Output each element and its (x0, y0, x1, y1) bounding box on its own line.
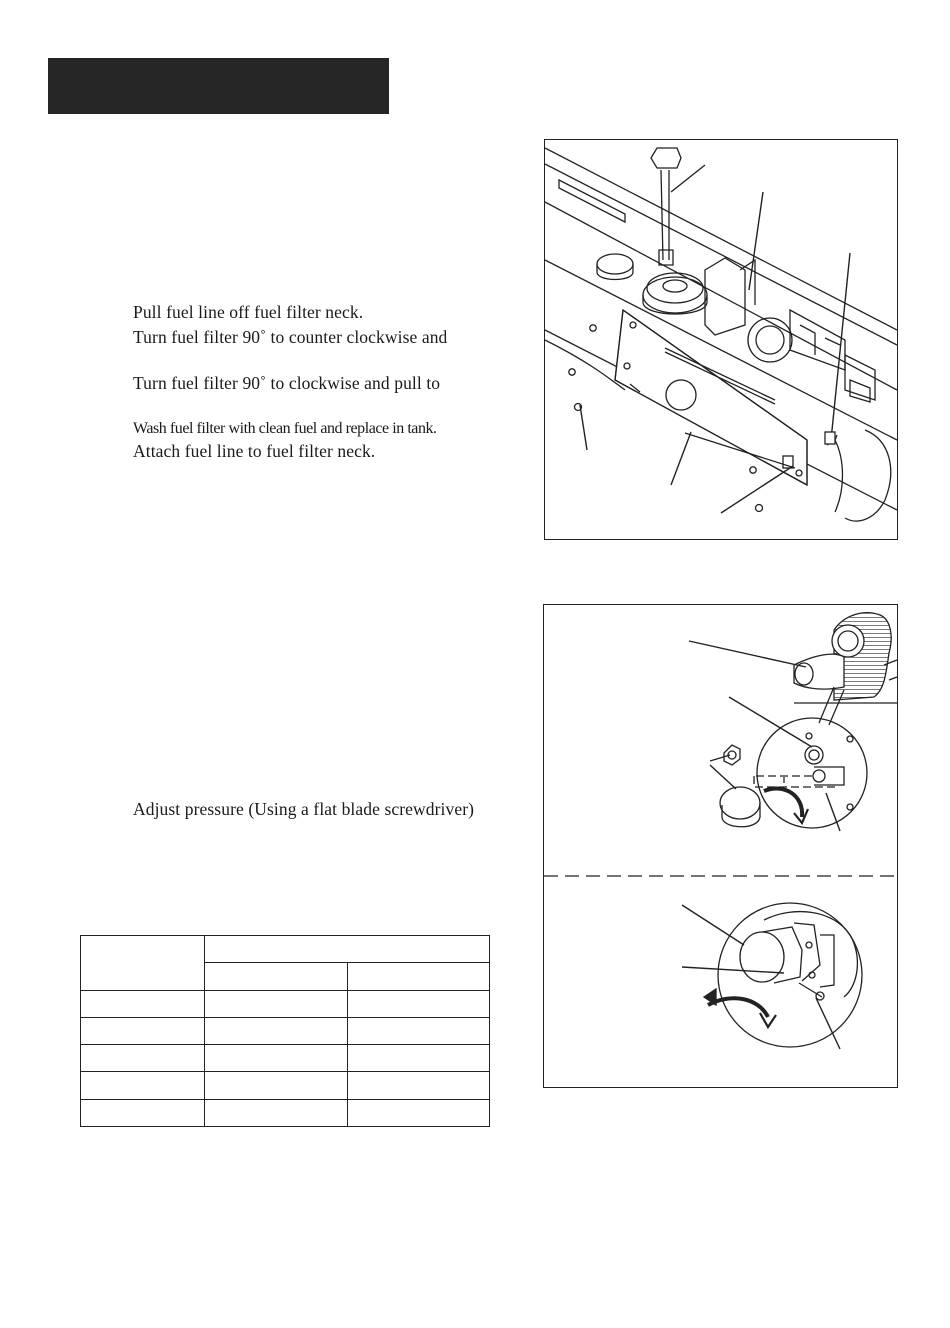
pressure-table (80, 935, 490, 1127)
filter-step-5: Attach fuel line to fuel filter neck. (133, 441, 376, 461)
table-cell (205, 990, 348, 1017)
pump-gauge-illustration (544, 605, 897, 1087)
table-cell (205, 1045, 348, 1072)
table-row (81, 1099, 490, 1126)
table-cell (81, 990, 205, 1017)
table-row (81, 1072, 490, 1099)
table-row (81, 936, 490, 963)
pressure-step-1: Adjust pressure (Using a flat blade screwdriver) (133, 799, 475, 819)
table-row (81, 990, 490, 1017)
pump-pressure-adjustment-figure (543, 604, 898, 1088)
table-cell (81, 1099, 205, 1126)
table-cell (205, 1017, 348, 1044)
table-row (81, 1017, 490, 1044)
table-cell (81, 1017, 205, 1044)
table-cell (348, 1045, 490, 1072)
filter-step-3: Turn fuel filter 90˚ to clockwise and pull to (133, 373, 441, 393)
table-cell (348, 1017, 490, 1044)
filter-step-2: Turn fuel filter 90˚ to counter clockwise and (133, 327, 448, 347)
table-cell (205, 963, 348, 990)
table-cell (348, 1099, 490, 1126)
table-cell (205, 1072, 348, 1099)
table-cell (81, 1072, 205, 1099)
table-cell (348, 963, 490, 990)
fuel-filter-removal-figure (544, 139, 898, 540)
filter-step-1: Pull fuel line off fuel filter neck. (133, 302, 364, 322)
filter-step-4: Wash fuel filter with clean fuel and replace in tank. (133, 420, 437, 437)
table-cell (81, 1045, 205, 1072)
heater-top-cover-illustration (545, 140, 897, 539)
table-cell (81, 936, 205, 991)
table-cell (348, 990, 490, 1017)
table-cell (205, 1099, 348, 1126)
table-row (81, 1045, 490, 1072)
table-cell (205, 936, 490, 963)
table-cell (348, 1072, 490, 1099)
section-header-bar (48, 58, 389, 114)
